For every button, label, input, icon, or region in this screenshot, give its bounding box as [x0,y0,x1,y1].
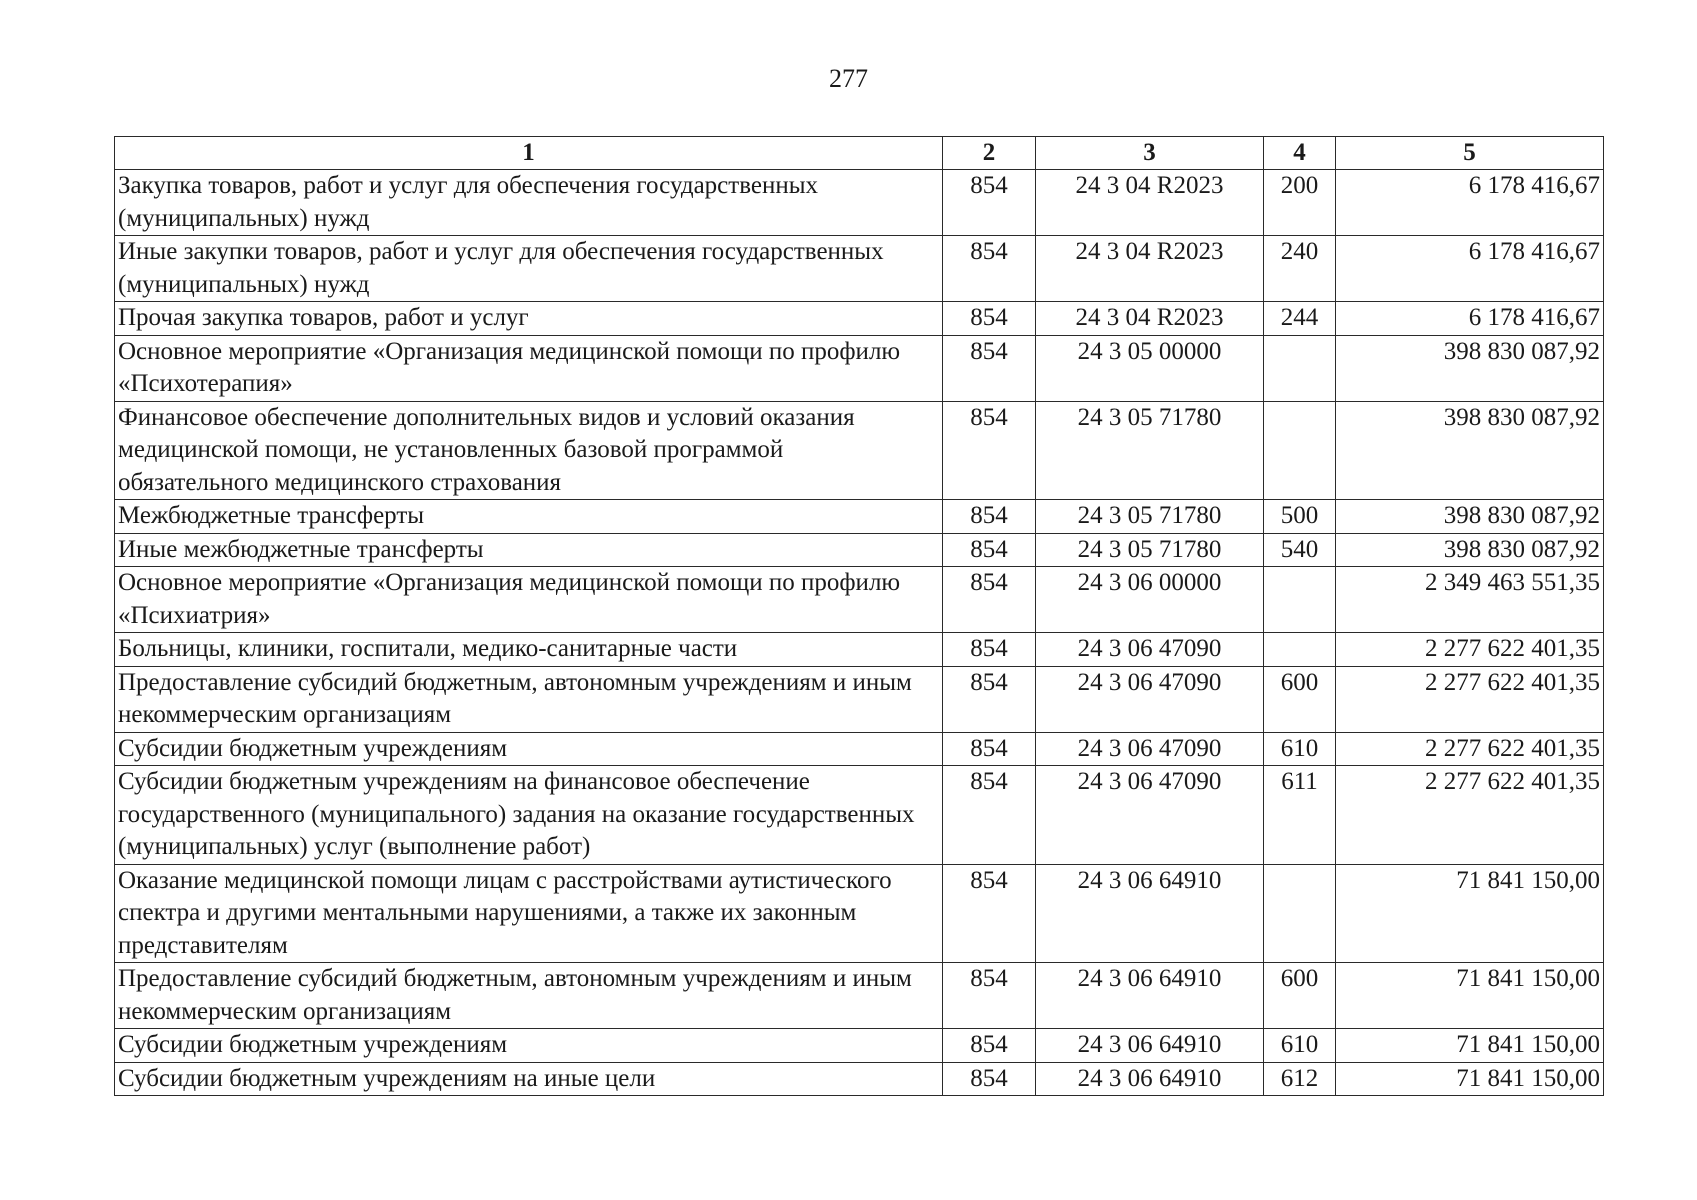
row-amount-cell: 71 841 150,00 [1336,963,1604,1029]
table-row [115,666,1604,732]
row-col3-cell: 24 3 04 R2023 [1036,236,1264,302]
row-amount-cell: 6 178 416,67 [1336,236,1604,302]
row-amount-cell: 398 830 087,92 [1336,533,1604,567]
row-col3-cell: 24 3 06 47090 [1036,666,1264,732]
row-col2-cell: 854 [943,335,1036,401]
table-row [115,864,1604,963]
row-col3-cell: 24 3 05 71780 [1036,533,1264,567]
row-col3-cell: 24 3 05 00000 [1036,335,1264,401]
row-col2-cell: 854 [943,766,1036,865]
row-amount-cell: 2 349 463 551,35 [1336,567,1604,633]
column-header: 3 [1036,137,1264,170]
row-col3-cell: 24 3 05 71780 [1036,401,1264,500]
row-amount-cell: 6 178 416,67 [1336,170,1604,236]
column-header: 2 [943,137,1036,170]
row-amount-cell: 398 830 087,92 [1336,335,1604,401]
column-header: 4 [1264,137,1336,170]
row-col3-cell: 24 3 06 64910 [1036,1062,1264,1096]
row-name-cell: Основное мероприятие «Организация медицинской помощи по профилю «Психиатрия» [115,567,943,633]
row-amount-cell: 2 277 622 401,35 [1336,766,1604,865]
column-header: 1 [115,137,943,170]
row-name-cell: Субсидии бюджетным учреждениям [115,1029,943,1063]
row-amount-cell: 398 830 087,92 [1336,401,1604,500]
row-name-cell: Субсидии бюджетным учреждениям на финансовое обеспечение государственного (муниципального) задания на оказание государственных (муниципальных) услуг (выполнение работ) [115,766,943,865]
row-col4-cell: 600 [1264,963,1336,1029]
row-col4-cell: 610 [1264,732,1336,766]
row-col3-cell: 24 3 06 47090 [1036,732,1264,766]
row-col4-cell: 500 [1264,500,1336,534]
row-col4-cell: 611 [1264,766,1336,865]
page-number: 277 [829,64,868,93]
row-col2-cell: 854 [943,732,1036,766]
row-col4-cell [1264,335,1336,401]
row-name-cell: Основное мероприятие «Организация медицинской помощи по профилю «Психотерапия» [115,335,943,401]
row-col2-cell: 854 [943,666,1036,732]
row-name-cell: Субсидии бюджетным учреждениям на иные цели [115,1062,943,1096]
table-row [115,633,1604,667]
row-col3-cell: 24 3 05 71780 [1036,500,1264,534]
row-col3-cell: 24 3 06 47090 [1036,766,1264,865]
row-col2-cell: 854 [943,1029,1036,1063]
column-header: 5 [1336,137,1604,170]
table-row [115,401,1604,500]
table-row [115,567,1604,633]
row-col3-cell: 24 3 06 64910 [1036,963,1264,1029]
row-name-cell: Межбюджетные трансферты [115,500,943,534]
row-amount-cell: 71 841 150,00 [1336,1029,1604,1063]
row-amount-cell: 398 830 087,92 [1336,500,1604,534]
row-amount-cell: 71 841 150,00 [1336,864,1604,963]
row-col2-cell: 854 [943,633,1036,667]
table-row [115,1029,1604,1063]
row-name-cell: Закупка товаров, работ и услуг для обеспечения государственных (муниципальных) нужд [115,170,943,236]
row-name-cell: Оказание медицинской помощи лицам с расстройствами аутистического спектра и другими ментальными нарушениями, а также их законным представителям [115,864,943,963]
row-col2-cell: 854 [943,864,1036,963]
table-row [115,302,1604,336]
table-row [115,500,1604,534]
table-header-row [115,137,1604,170]
row-col4-cell: 200 [1264,170,1336,236]
row-col4-cell: 244 [1264,302,1336,336]
row-col2-cell: 854 [943,963,1036,1029]
table-row [115,170,1604,236]
table-row [115,533,1604,567]
row-col2-cell: 854 [943,1062,1036,1096]
row-col2-cell: 854 [943,302,1036,336]
row-col3-cell: 24 3 04 R2023 [1036,170,1264,236]
row-name-cell: Финансовое обеспечение дополнительных видов и условий оказания медицинской помощи, не установленных базовой программой обязательного медицинского страхования [115,401,943,500]
row-col2-cell: 854 [943,567,1036,633]
row-amount-cell: 6 178 416,67 [1336,302,1604,336]
row-col4-cell: 610 [1264,1029,1336,1063]
row-name-cell: Иные закупки товаров, работ и услуг для обеспечения государственных (муниципальных) нужд [115,236,943,302]
row-name-cell: Больницы, клиники, госпитали, медико-санитарные части [115,633,943,667]
row-amount-cell: 2 277 622 401,35 [1336,666,1604,732]
row-col2-cell: 854 [943,500,1036,534]
row-col2-cell: 854 [943,401,1036,500]
row-amount-cell: 2 277 622 401,35 [1336,633,1604,667]
table-row [115,963,1604,1029]
table-row [115,1062,1604,1096]
row-col3-cell: 24 3 04 R2023 [1036,302,1264,336]
row-name-cell: Предоставление субсидий бюджетным, автономным учреждениям и иным некоммерческим организациям [115,963,943,1029]
row-col4-cell [1264,401,1336,500]
table-body [115,170,1604,1096]
row-amount-cell: 71 841 150,00 [1336,1062,1604,1096]
budget-table [114,136,1604,1096]
row-col3-cell: 24 3 06 00000 [1036,567,1264,633]
row-name-cell: Иные межбюджетные трансферты [115,533,943,567]
row-col4-cell: 600 [1264,666,1336,732]
row-amount-cell: 2 277 622 401,35 [1336,732,1604,766]
row-col3-cell: 24 3 06 64910 [1036,1029,1264,1063]
row-col3-cell: 24 3 06 64910 [1036,864,1264,963]
row-col4-cell: 540 [1264,533,1336,567]
table-row [115,236,1604,302]
row-name-cell: Прочая закупка товаров, работ и услуг [115,302,943,336]
row-col4-cell [1264,864,1336,963]
row-col2-cell: 854 [943,533,1036,567]
row-col2-cell: 854 [943,236,1036,302]
row-name-cell: Субсидии бюджетным учреждениям [115,732,943,766]
row-col4-cell [1264,567,1336,633]
row-col4-cell [1264,633,1336,667]
table-row [115,335,1604,401]
row-col4-cell: 240 [1264,236,1336,302]
row-col4-cell: 612 [1264,1062,1336,1096]
table-row [115,766,1604,865]
row-col2-cell: 854 [943,170,1036,236]
table-row [115,732,1604,766]
row-col3-cell: 24 3 06 47090 [1036,633,1264,667]
row-name-cell: Предоставление субсидий бюджетным, автономным учреждениям и иным некоммерческим организациям [115,666,943,732]
